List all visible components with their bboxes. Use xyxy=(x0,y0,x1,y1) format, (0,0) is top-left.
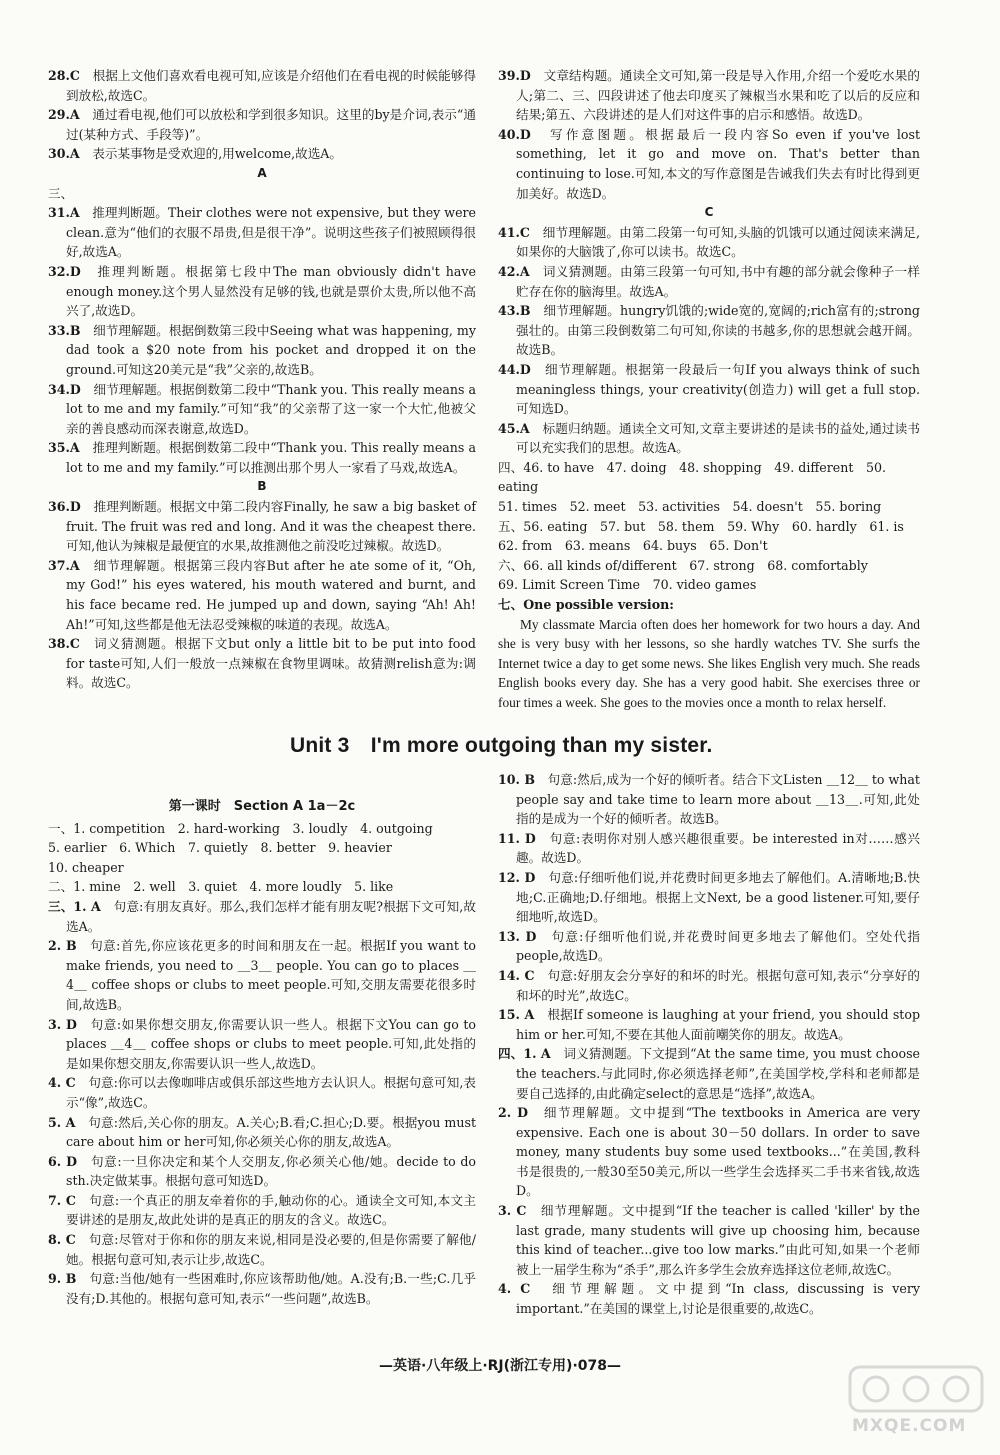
answer-entry xyxy=(48,144,476,164)
answer-number: 4. C xyxy=(48,1075,76,1091)
answer-explanation: 句意:表明你对别人感兴趣很重要。be interested in对……感兴趣。故选D。 xyxy=(516,830,920,866)
answer-explanation: 词义猜测题。根据下文but only a little bit to be put into food for taste可知,人们一般放一点辣椒在食物里调味。故猜测relish意为:调料。故选C。 xyxy=(66,636,476,691)
answer-explanation: 通过看电视,他们可以放松和学到很多知识。这里的by是介词,表示“通过(某种方式、手段等)”。 xyxy=(66,107,477,142)
answer-number: 三、1. A xyxy=(48,898,101,914)
section-heading: B xyxy=(257,479,267,494)
page-footer: —英语·八年级上·RJ(浙江专用)·078— xyxy=(379,1358,621,1374)
answer-entry xyxy=(48,1073,476,1112)
answer-explanation: 细节理解题。文中提到“In class, discussing is very important.”在美国的课堂上,讨论是很重要的,故选C。 xyxy=(516,1281,920,1317)
answer-number: 15. A xyxy=(498,1007,535,1023)
right-column-top xyxy=(498,66,920,713)
unit-title: Unit 3 I'm more outgoing than my sister. xyxy=(290,734,713,757)
answer-explanation: 句意:一旦你决定和某个人交朋友,你必须关心他/她。decide to do sth.决定做某事。根据句意可知选D。 xyxy=(66,1153,476,1189)
answer-explanation: 推理判断题。根据文中第二段内容Finally, he saw a big basket of fruit. The fruit was red and long. And it was the cheapest there.可知,他认为辣椒是最便宜的水果,故推测他之前没吃过辣椒。故选D。 xyxy=(66,499,476,554)
answer-number: 3. C xyxy=(498,1203,527,1219)
answer-entry xyxy=(48,936,476,1014)
answer-number: 34.D xyxy=(48,381,81,397)
answer-explanation: 句意:一个真正的朋友牵着你的手,触动你的心。通读全文可知,本文主要讲述的是朋友,故此处讲的是真正的朋友的含义。故选C。 xyxy=(66,1192,477,1228)
answer-entry xyxy=(498,966,920,1005)
answer-number: 9. B xyxy=(48,1271,77,1287)
answer-entry xyxy=(48,1230,476,1269)
lesson-title: 第一课时 Section A 1a－2c xyxy=(168,799,356,814)
answer-entry xyxy=(498,1103,920,1201)
answer-number: 29.A xyxy=(48,107,80,123)
answer-explanation: 推理判断题。Their clothes were not expensive, but they were clean.意为“他们的衣服不昂贵,但是很干净”。说明这些孩子们被照顾得很好,故选A。 xyxy=(66,205,477,260)
answer-explanation: 句意:如果你想交朋友,你需要认识一些人。根据下文You can go to places ＿4＿ coffee shops or clubs to meet people.可知,此处指的是如果你想交朋友,你需要认识一些人,故选D。 xyxy=(66,1016,477,1071)
answer-number: 7. C xyxy=(48,1192,76,1208)
answer-number: 6. D xyxy=(48,1153,78,1169)
left-column-bottom xyxy=(48,797,476,1308)
cloze-answers xyxy=(48,897,476,1308)
answer-explanation: 标题归纳题。通读全文可知,文章主要讲述的是读书的益处,通过读书可以充实我们的思想。故选A。 xyxy=(516,420,920,456)
answer-number: 8. C xyxy=(48,1232,76,1248)
answer-number: 28.C xyxy=(48,68,80,83)
answer-entry xyxy=(48,1152,476,1191)
answer-explanation: 表示某事物是受欢迎的,用welcome,故选A。 xyxy=(92,146,342,162)
answer-explanation: 细节理解题。hungry饥饿的;wide宽的,宽阔的;rich富有的;strong强壮的。由第三段倒数第二句可知,你读的书越多,你的思想就会越开阔。故选B。 xyxy=(516,303,920,358)
answer-entry xyxy=(498,66,920,125)
essay-heading: 七、One possible version: xyxy=(498,597,674,613)
answer-line: 一、1. competition 2. hard-working 3. loudly 4. outgoing xyxy=(48,820,433,836)
answer-entry xyxy=(48,634,476,693)
answer-entry xyxy=(498,868,920,927)
answer-explanation: 细节理解题。根据第三段内容But after he ate some of it, “Oh, my God!” his eyes watered, his mouth watered and burnt, and his face became red. He jumped up and down, saying “Ah! Ah! Ah!”可知,这些都是他无法忍受辣椒的味道的表现。故选A。 xyxy=(66,557,477,632)
section-heading: A xyxy=(257,165,267,180)
answer-number: 2. B xyxy=(48,938,77,954)
right-column-bottom xyxy=(498,770,920,1319)
answer-number: 44.D xyxy=(498,361,531,377)
answer-number: 35.A xyxy=(48,440,80,456)
answer-line: 三、 xyxy=(48,185,74,201)
answer-explanation: 词义猜测题。下文提到“At the same time, you must choose the teachers.与此同时,你必须选择老师”,在美国学校,学科和老师都是要自己选择的,由此确定select的意思是“选择”,故选A。 xyxy=(516,1046,920,1101)
answer-entry xyxy=(498,770,920,829)
answer-number: 5. A xyxy=(48,1114,76,1130)
answer-entry xyxy=(48,1269,476,1308)
answer-explanation: 根据上文他们喜欢看电视可知,应该是介绍他们在看电视的时候能够得到放松,故选C。 xyxy=(66,68,476,103)
answer-number: 11. D xyxy=(498,830,536,846)
answer-explanation: 根据If someone is laughing at your friend, you should stop him or her.可知,不要在其他人面前嘲笑你的朋友。故选A。 xyxy=(516,1007,921,1042)
answer-explanation: 词义猜测题。由第三段第一句可知,书中有趣的部分就会像种子一样贮存在你的脑海里。故选A。 xyxy=(516,263,921,299)
answer-number: 四、1. A xyxy=(498,1046,551,1062)
answer-explanation: 句意:当他/她有一些困难时,你应该帮助他/她。A.没有;B.一些;C.几乎没有;D.其他的。根据句意可知,表示“一些问题”,故选B。 xyxy=(66,1271,476,1306)
answer-line: 10. cheaper xyxy=(48,859,124,875)
answer-entry xyxy=(498,360,920,419)
answer-number: 14. C xyxy=(498,967,535,983)
answer-number: 32.D xyxy=(48,263,81,279)
answer-explanation: 写作意图题。根据最后一段内容So even if you've lost something, let it go and move on. That's better than continuing to lose.可知,本文的写作意图是告诫我们失去有时比得到更加美好。故选D。 xyxy=(516,126,921,201)
answer-entry xyxy=(48,497,476,556)
answer-entry xyxy=(498,262,920,301)
answer-number: 42.A xyxy=(498,263,530,279)
answer-explanation: 细节理解题。根据倒数第三段中Seeing what was happening, my dad took a $20 note from his pocket and dropped it on the ground.可知这20美元是“我”父亲的,故选B。 xyxy=(66,322,476,377)
answer-explanation: 细节理解题。根据第一段最后一句If you always think of such meaningless things, your creativity(创造力) will get a full stop.可知选D。 xyxy=(516,361,921,417)
answer-explanation: 细节理解题。文中提到“The textbooks in America are very expensive. Each one is about 30－50 dollars. In order to save money, many students buy some used textbooks...”在美国,教科书是很贵的,一般30至50美元,所以一些学生会选择买二手书来省钱,故选D。 xyxy=(516,1105,920,1199)
answer-explanation: 句意:好朋友会分享好的和坏的时光。根据句意可知,表示“分享好的和坏的时光”,故选C。 xyxy=(516,967,921,1003)
answer-number: 38.C xyxy=(48,636,80,652)
answer-entry xyxy=(48,1191,476,1230)
answer-explanation: 句意:仔细听他们说,并花费时间更多地去了解他们。空处代指people,故选D。 xyxy=(516,928,921,964)
answer-line: 二、1. mine 2. well 3. quiet 4. more loudly 5. like xyxy=(48,879,394,895)
answer-number: 41.C xyxy=(498,224,530,240)
answer-number: 30.A xyxy=(48,146,80,162)
answer-number: 36.D xyxy=(48,499,81,515)
sample-essay: My classmate Marcia often does her homework for two hours a day. And she is very busy with her lessons, so she hardly watches TV. She surfs the Internet twice a day to get some news. She likes English very much. She reads English books every day. She has a very good habit. She exercises three or four times a week. She goes to the movies once a month to relax herself. xyxy=(498,616,920,710)
answer-entry xyxy=(48,1113,476,1152)
answer-explanation: 推理判断题。根据倒数第二段中“Thank you. This really means a lot to me and my family.”可以推测出那个男人一家看了马戏,故选A。 xyxy=(66,440,476,475)
answer-entry xyxy=(498,301,920,360)
answer-number: 4. C xyxy=(498,1281,531,1297)
answer-number: 12. D xyxy=(498,869,536,885)
left-column-top xyxy=(48,66,476,693)
answer-number: 45.A xyxy=(498,420,530,436)
watermark-logo xyxy=(846,1361,986,1447)
answer-line: 五、56. eating 57. but 58. them 59. Why 60. hardly 61. is xyxy=(498,518,904,534)
answer-entry xyxy=(48,66,476,105)
answer-entry xyxy=(48,556,476,634)
vocab-answers xyxy=(48,819,476,897)
answer-number: 37.A xyxy=(48,557,80,573)
answer-entry xyxy=(498,419,920,458)
answer-entry xyxy=(48,321,476,380)
answer-entry xyxy=(498,1279,920,1318)
answer-explanation: 句意:仔细听他们说,并花费时间更多地去了解他们。A.清晰地;B.快地;C.正确地;D.仔细地。根据上文Next, be a good listener.可知,要仔细地听,故选D。 xyxy=(516,869,920,925)
answer-explanation: 文章结构题。通读全文可知,第一段是导入作用,介绍一个爱吃水果的人;第二、三、四段讲述了他去印度买了辣椒当水果和吃了以后的反应和结果;第五、六段讲述的是人们对这件事的启示和感悟。故选D。 xyxy=(516,68,921,123)
answer-entry xyxy=(498,1201,920,1279)
answer-entry xyxy=(498,223,920,262)
answer-entry xyxy=(48,105,476,144)
answer-explanation: 推理判断题。根据第七段中The man obviously didn't have enough money.这个男人显然没有足够的钱,也就是票价太贵,所以他不高兴了,故选D。 xyxy=(66,263,476,319)
answer-explanation: 细节理解题。由第二段第一句可知,头脑的饥饿可以通过阅读来满足,如果你的大脑饿了,你可以读书。故选C。 xyxy=(516,224,920,260)
answer-explanation: 细节理解题。文中提到“If the teacher is called 'killer' by the last grade, many students will give up choosing him, because this kind of teacher...give too low marks.”由此可知,如果一个老师被上一届学生称为“杀手”,那么许多学生会放弃选择这位老师,故选C。 xyxy=(516,1203,921,1277)
answer-entry xyxy=(498,125,920,203)
answer-entry xyxy=(48,897,476,936)
answer-line: 51. times 52. meet 53. activities 54. doesn't 55. boring xyxy=(498,499,882,515)
answer-number: 39.D xyxy=(498,68,531,83)
answer-number: 43.B xyxy=(498,303,531,319)
section-heading: C xyxy=(704,205,714,220)
answer-explanation: 句意:然后,关心你的朋友。A.关心;B.看;C.担心;D.要。根据you must care about him or her可知,你必须关心你的朋友,故选A。 xyxy=(66,1114,477,1150)
answer-number: 31.A xyxy=(48,205,80,221)
answer-entry xyxy=(498,1044,920,1103)
answer-entry xyxy=(48,262,476,321)
answer-explanation: 细节理解题。根据倒数第二段中“Thank you. This really means a lot to me and my family.”可知“我”的父亲帮了这一家一个大忙,他被父亲的善良感动而深表谢意,故选D。 xyxy=(66,381,476,436)
answer-number: 3. D xyxy=(48,1016,77,1032)
answer-explanation: 句意:首先,你应该花更多的时间和朋友在一起。根据If you want to make friends, you need to ＿3＿ people. You can go to places ＿4＿ coffee shops or clubs to meet people.可知,交朋友需要花很多时间,故选B。 xyxy=(66,938,476,1012)
answer-number: 40.D xyxy=(498,126,531,142)
answer-line: 5. earlier 6. Which 7. quietly 8. better 9. heavier xyxy=(48,840,392,856)
answer-number: 13. D xyxy=(498,928,537,944)
answer-entry xyxy=(498,927,920,966)
answer-entry xyxy=(498,1005,920,1044)
answer-explanation: 句意:然后,成为一个好的倾听者。结合下文Listen ＿12＿ to what people say and take time to learn more about ＿13＿.可知,此处指的是成为一个好的倾听者。故选B。 xyxy=(516,772,920,827)
answer-entry xyxy=(498,829,920,868)
answer-explanation: 句意:你可以去像咖啡店或俱乐部这些地方去认识人。根据句意可知,表示“像”,故选C。 xyxy=(66,1075,476,1110)
answer-number: 2. D xyxy=(498,1105,529,1121)
answer-line: 62. from 63. means 64. buys 65. Don't xyxy=(498,538,768,554)
answer-line: 六、66. all kinds of/different 67. strong 68. comfortably xyxy=(498,557,868,573)
answer-line: 69. Limit Screen Time 70. video games xyxy=(498,577,757,593)
answer-explanation: 句意:有朋友真好。那么,我们怎样才能有朋友呢?根据下文可知,故选A。 xyxy=(66,898,476,934)
answer-number: 10. B xyxy=(498,772,535,787)
answer-entry xyxy=(48,380,476,439)
answer-explanation: 句意:尽管对于你和你的朋友来说,相同是没必要的,但是你需要了解他/她。根据句意可知,表示让步,故选C。 xyxy=(66,1232,476,1267)
watermark-text: MXQE.COM xyxy=(852,1416,967,1436)
answer-entry xyxy=(48,1015,476,1074)
answer-entry xyxy=(48,438,476,477)
answer-entry xyxy=(48,203,476,262)
answer-line: 四、46. to have 47. doing 48. shopping 49. different 50. eating xyxy=(498,459,887,495)
answer-number: 33.B xyxy=(48,322,81,338)
